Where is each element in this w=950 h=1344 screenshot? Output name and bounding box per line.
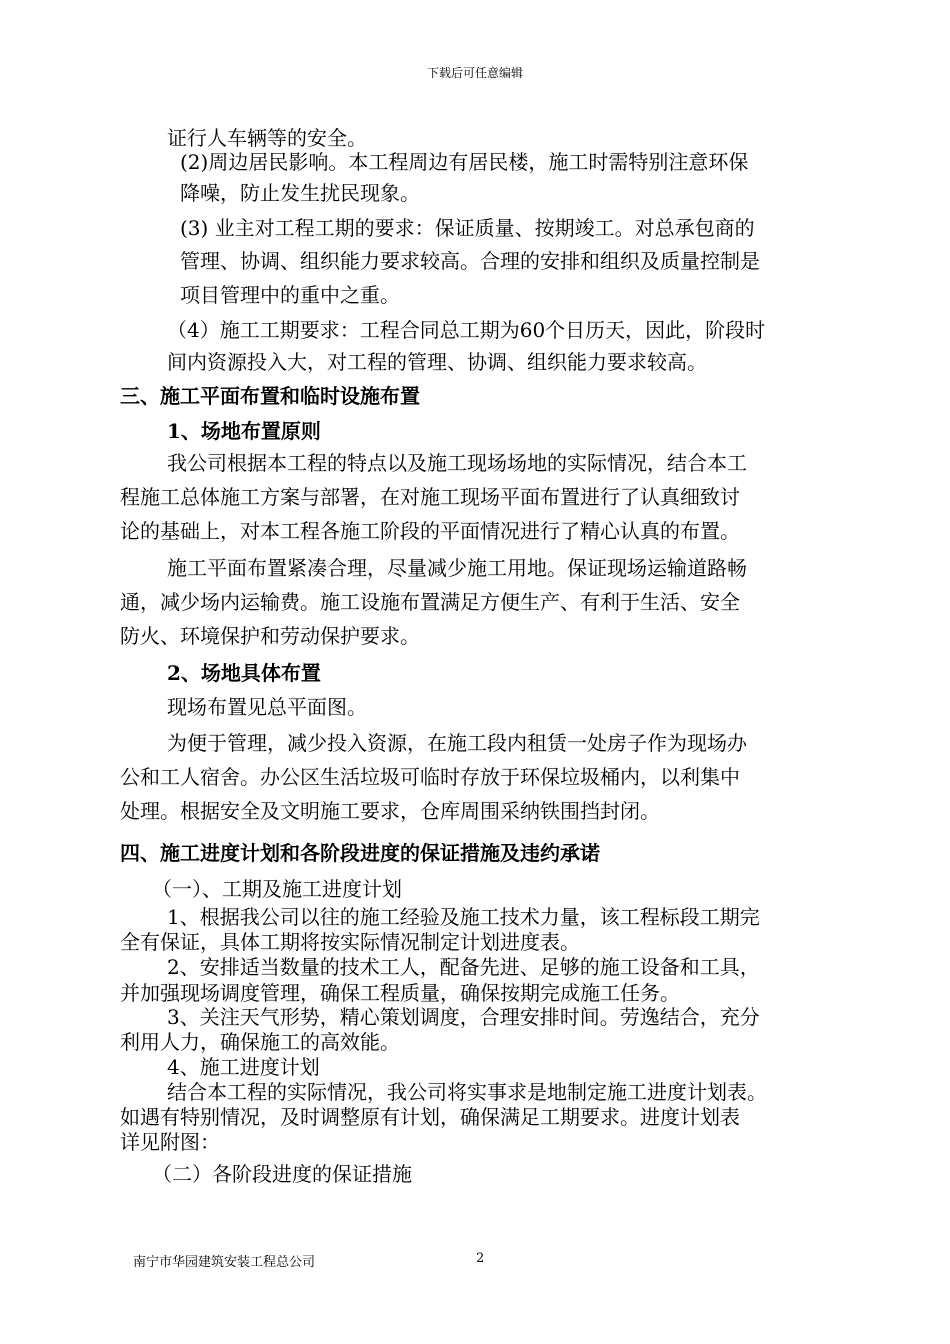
body-line: 处理。根据安全及文明施工要求，仓库周围采纳铁围挡封闭。 xyxy=(120,799,660,823)
body-line: 3、关注天气形势，精心策划调度，合理安排时间。劳逸结合，充分 xyxy=(167,1005,760,1029)
body-line: （4）施工工期要求：工程合同总工期为60个日历天，因此，阶段时 xyxy=(167,318,766,342)
footer-page-number: 2 xyxy=(476,1251,485,1266)
body-line: 通，减少场内运输费。施工设施布置满足方便生产、有利于生活、安全 xyxy=(120,590,740,614)
body-line: 结合本工程的实际情况，我公司将实事求是地制定施工进度计划表。 xyxy=(167,1080,767,1104)
body-line: 公和工人宿舍。办公区生活垃圾可临时存放于环保垃圾桶内，以利集中 xyxy=(120,765,740,789)
body-line: 为便于管理，减少投入资源，在施工段内租赁一处房子作为现场办 xyxy=(167,731,747,755)
body-line: 间内资源投入大，对工程的管理、协调、组织能力要求较高。 xyxy=(167,350,707,374)
body-line: 4、施工进度计划 xyxy=(167,1055,320,1079)
body-line: 1、根据我公司以往的施工经验及施工技术力量，该工程标段工期完 xyxy=(167,905,760,929)
subsection-heading: 1、场地布置原则 xyxy=(167,419,321,443)
body-line: 证行人车辆等的安全。 xyxy=(167,126,367,150)
subsection-heading: （二）各阶段进度的保证措施 xyxy=(152,1162,412,1186)
body-line: 我公司根据本工程的特点以及施工现场场地的实际情况，结合本工 xyxy=(167,451,747,475)
body-line: 降噪，防止发生扰民现象。 xyxy=(180,181,420,205)
body-line: 管理、协调、组织能力要求较高。合理的安排和组织及质量控制是 xyxy=(180,249,760,273)
body-line: 2、安排适当数量的技术工人，配备先进、足够的施工设备和工具， xyxy=(167,955,760,979)
body-line: 并加强现场调度管理，确保工程质量，确保按期完成施工任务。 xyxy=(120,981,680,1005)
page-header-note: 下载后可任意编辑 xyxy=(426,66,523,80)
body-line: 全有保证，具体工期将按实际情况制定计划进度表。 xyxy=(120,930,580,954)
body-line: (2)周边居民影响。本工程周边有居民楼，施工时需特别注意环保 xyxy=(180,150,749,174)
body-line: 如遇有特别情况，及时调整原有计划，确保满足工期要求。进度计划表 xyxy=(120,1105,740,1129)
body-line: 施工平面布置紧凑合理，尽量减少施工用地。保证现场运输道路畅 xyxy=(167,556,747,580)
subsection-heading: （一）、工期及施工进度计划 xyxy=(152,877,402,901)
body-line: 现场布置见总平面图。 xyxy=(167,695,367,719)
body-line: 防火、环境保护和劳动保护要求。 xyxy=(120,624,420,648)
body-line: (3) 业主对工程工期的要求：保证质量、按期竣工。对总承包商的 xyxy=(180,216,755,240)
section-heading: 三、施工平面布置和临时设施布置 xyxy=(120,384,420,408)
subsection-heading: 2、场地具体布置 xyxy=(167,661,321,685)
body-line: 程施工总体施工方案与部署，在对施工现场平面布置进行了认真细致讨 xyxy=(120,485,740,509)
footer-company: 南宁市华园建筑安装工程总公司 xyxy=(133,1255,316,1270)
body-line: 利用人力，确保施工的高效能。 xyxy=(120,1030,400,1054)
section-heading: 四、施工进度计划和各阶段进度的保证措施及违约承诺 xyxy=(120,841,600,865)
body-line: 论的基础上，对本工程各施工阶段的平面情况进行了精心认真的布置。 xyxy=(120,519,740,543)
body-line: 项目管理中的重中之重。 xyxy=(180,283,400,307)
body-line: 详见附图： xyxy=(120,1130,220,1154)
